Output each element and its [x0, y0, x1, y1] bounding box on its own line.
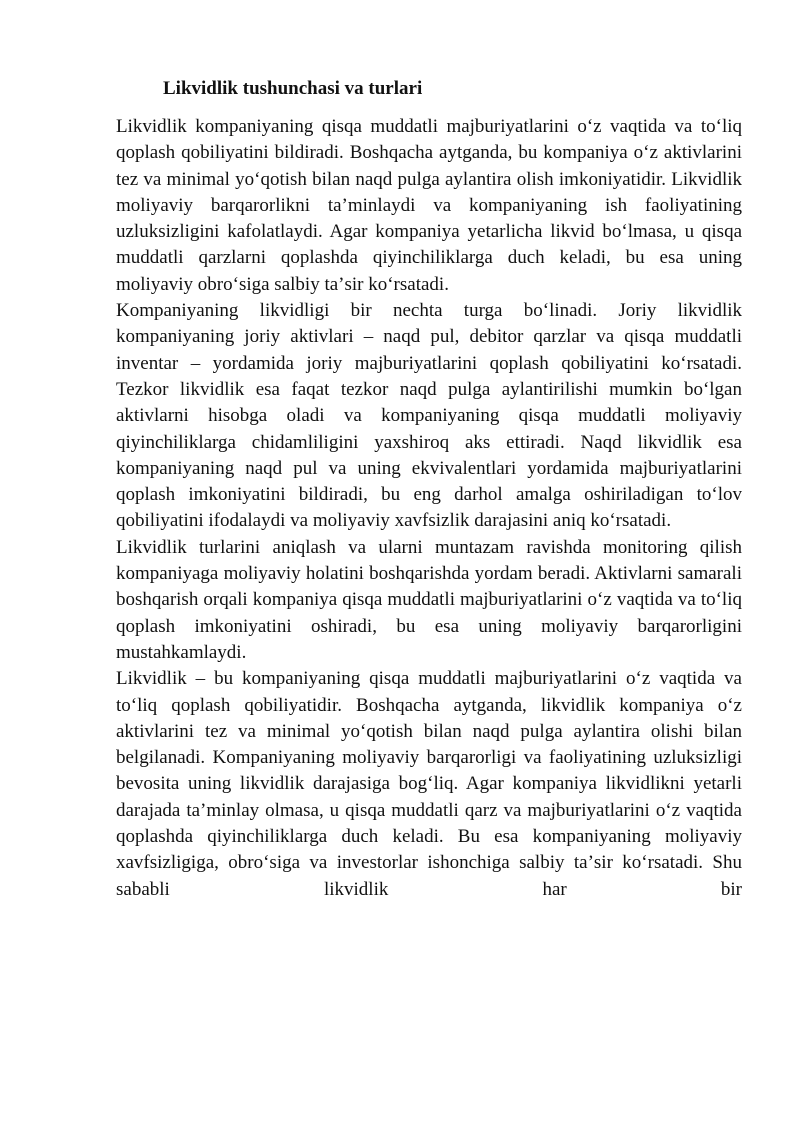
section-heading: Likvidlik tushunchasi va turlari [163, 78, 423, 99]
paragraph-importance: Likvidlik – bu kompaniyaning qisqa muddatli majburiyatlarini oʻz vaqtida va toʻliq qoplash qobiliyatidir. Boshqacha aytganda, likvidlik kompaniya oʻz aktivlarini tez va minimal yoʻqotish bilan naqd pulga aylantira olishi bilan belgilanadi. Kompaniyaning moliyaviy barqarorligi va faoliyatining uzluksizligi bevosita uning likvidlik darajasiga bogʻliq. Agar kompaniya likvidlikni yetarli darajada taʼminlay olmasa, u qisqa muddatli qarz va majburiyatlarini oʻz vaqtida qoplashda qiyinchiliklarga duch keladi. Bu esa kompaniyaning moliyaviy xavfsizligiga, obroʻsiga va investorlar ishonchiga salbiy taʼsir koʻrsatadi. Shu sababli likvidlik har bir [116, 668, 742, 900]
paragraph-liquidity-types: Kompaniyaning likvidligi bir nechta turga boʻlinadi. Joriy likvidlik kompaniyaning joriy aktivlari – naqd pul, debitor qarzlar va qisqa muddatli inventar – yordamida joriy majburiyatlarini qoplash qobiliyatini koʻrsatadi. Tezkor likvidlik esa faqat tezkor naqd pulga aylantirilishi mumkin boʻlgan aktivlarni hisobga oladi va kompaniyaning qisqa muddatli moliyaviy qiyinchiliklarga chidamliligini yaxshiroq aks ettiradi. Naqd likvidlik esa kompaniyaning naqd pul va uning ekvivalentlari yordamida majburiyatlarini qoplash imkoniyatini bildiradi, bu eng darhol amalga oshiriladigan toʻlov qobiliyatini ifodalaydi va moliyaviy xavfsizlik darajasini aniq koʻrsatadi. [116, 300, 742, 532]
paragraph-definition: Likvidlik kompaniyaning qisqa muddatli majburiyatlarini oʻz vaqtida va toʻliq qoplash qobiliyatini bildiradi. Boshqacha aytganda, bu kompaniya oʻz aktivlarini tez va minimal yoʻqotish bilan naqd pulga aylantira olish imkoniyatidir. Likvidlik moliyaviy barqarorlikni taʼminlaydi va kompaniyaning ish faoliyatining uzluksizligini kafolatlaydi. Agar kompaniya yetarlicha likvid boʻlmasa, u qisqa muddatli qarzlarni qoplashda qiyinchiliklarga duch keladi, bu esa uning moliyaviy obroʻsiga salbiy taʼsir koʻrsatadi. [116, 116, 742, 295]
paragraph-monitoring: Likvidlik turlarini aniqlash va ularni muntazam ravishda monitoring qilish kompaniyaga moliyaviy holatini boshqarishda yordam beradi. Aktivlarni samarali boshqarish orqali kompaniya qisqa muddatli majburiyatlarini oʻz vaqtida va toʻliq qoplash imkoniyatini oshiradi, bu esa uning moliyaviy barqarorligini mustahkamlaydi. [116, 536, 742, 663]
body-text [116, 114, 742, 903]
